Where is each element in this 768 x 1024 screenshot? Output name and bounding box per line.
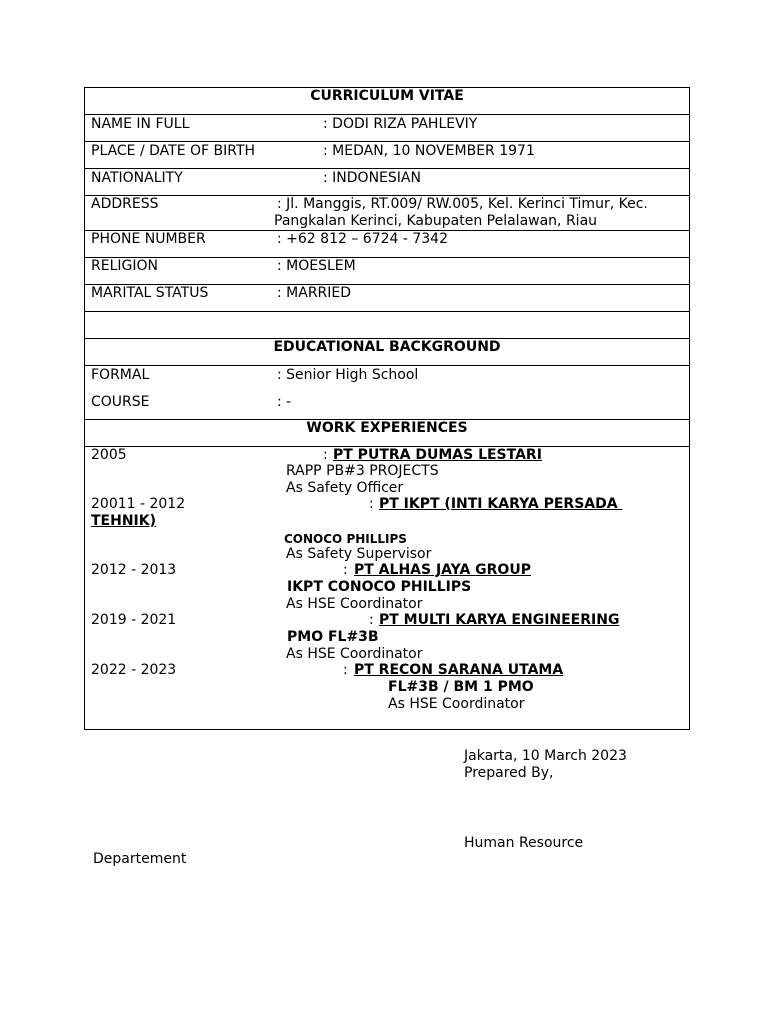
footer-department-line2: Departement <box>93 851 187 867</box>
address-value-line1: : Jl. Manggis, RT.009/ RW.005, Kel. Kerinci Timur, Kec. <box>277 196 648 212</box>
religion-row <box>85 258 689 285</box>
cv-title-row <box>85 88 689 115</box>
footer-place-date: Jakarta, 10 March 2023 <box>464 748 627 764</box>
job-project: IKPT CONOCO PHILLIPS <box>287 579 472 595</box>
job-position: As HSE Coordinator <box>286 596 423 612</box>
job-position: As HSE Coordinator <box>388 696 525 712</box>
job-colon: : <box>369 496 374 512</box>
phone-label: PHONE NUMBER <box>91 231 206 247</box>
job-colon: : <box>343 662 348 678</box>
work-list <box>85 447 689 729</box>
job-colon: : <box>369 612 374 628</box>
phone-row <box>85 231 689 258</box>
marital-value: : MARRIED <box>277 285 352 301</box>
education-row <box>85 366 689 420</box>
name-row <box>85 115 689 142</box>
course-value: : - <box>277 394 292 410</box>
job-company: PT ALHAS JAYA GROUP <box>354 562 531 578</box>
job-colon: : <box>323 447 328 463</box>
cv-table <box>84 87 690 730</box>
address-label: ADDRESS <box>91 196 159 212</box>
birth-row <box>85 142 689 169</box>
job-position: As Safety Supervisor <box>286 546 432 562</box>
job-year: 20011 - 2012 <box>91 496 186 512</box>
job-year: 2022 - 2023 <box>91 662 177 678</box>
course-label: COURSE <box>91 394 150 410</box>
job-project: RAPP PB#3 PROJECTS <box>286 463 439 479</box>
religion-value: : MOESLEM <box>277 258 356 274</box>
job-company-cont: TEHNIK) <box>91 513 157 529</box>
job-position: As Safety Officer <box>286 480 404 496</box>
job-company: PT RECON SARANA UTAMA <box>354 662 564 678</box>
nationality-value: : INDONESIAN <box>323 170 421 186</box>
name-label: NAME IN FULL <box>91 116 190 132</box>
phone-value: : +62 812 – 6724 - 7342 <box>277 231 448 247</box>
job-position: As HSE Coordinator <box>286 646 423 662</box>
birth-label: PLACE / DATE OF BIRTH <box>91 143 256 159</box>
address-row <box>85 196 689 231</box>
religion-label: RELIGION <box>91 258 158 274</box>
birth-value: : MEDAN, 10 NOVEMBER 1971 <box>323 143 535 159</box>
formal-label: FORMAL <box>91 367 150 383</box>
job-company: PT PUTRA DUMAS LESTARI <box>333 447 542 463</box>
footer-department-line1: Human Resource <box>464 835 584 851</box>
formal-value: : Senior High School <box>277 367 419 383</box>
name-value: : DODI RIZA PAHLEVIY <box>323 116 478 132</box>
job-company: PT IKPT (INTI KARYA PERSADA <box>379 496 623 512</box>
job-project: CONOCO PHILLIPS <box>284 532 407 546</box>
job-year: 2019 - 2021 <box>91 612 177 628</box>
nationality-label: NATIONALITY <box>91 170 183 186</box>
address-value-line2: Pangkalan Kerinci, Kabupaten Pelalawan, Riau <box>274 213 598 229</box>
job-year: 2005 <box>91 447 127 463</box>
cv-title: CURRICULUM VITAE <box>310 88 464 104</box>
nationality-row <box>85 169 689 196</box>
work-title: WORK EXPERIENCES <box>306 420 468 436</box>
job-project: PMO FL#3B <box>287 629 379 645</box>
job-company: PT MULTI KARYA ENGINEERING <box>379 612 620 628</box>
work-title-row <box>85 420 689 447</box>
empty-row <box>85 312 689 339</box>
job-colon: : <box>343 562 348 578</box>
education-title: EDUCATIONAL BACKGROUND <box>273 339 501 355</box>
footer-prepared-by: Prepared By, <box>464 765 554 781</box>
marital-row <box>85 285 689 312</box>
job-year: 2012 - 2013 <box>91 562 177 578</box>
education-title-row <box>85 339 689 366</box>
job-project: FL#3B / BM 1 PMO <box>388 679 534 695</box>
marital-label: MARITAL STATUS <box>91 285 209 301</box>
